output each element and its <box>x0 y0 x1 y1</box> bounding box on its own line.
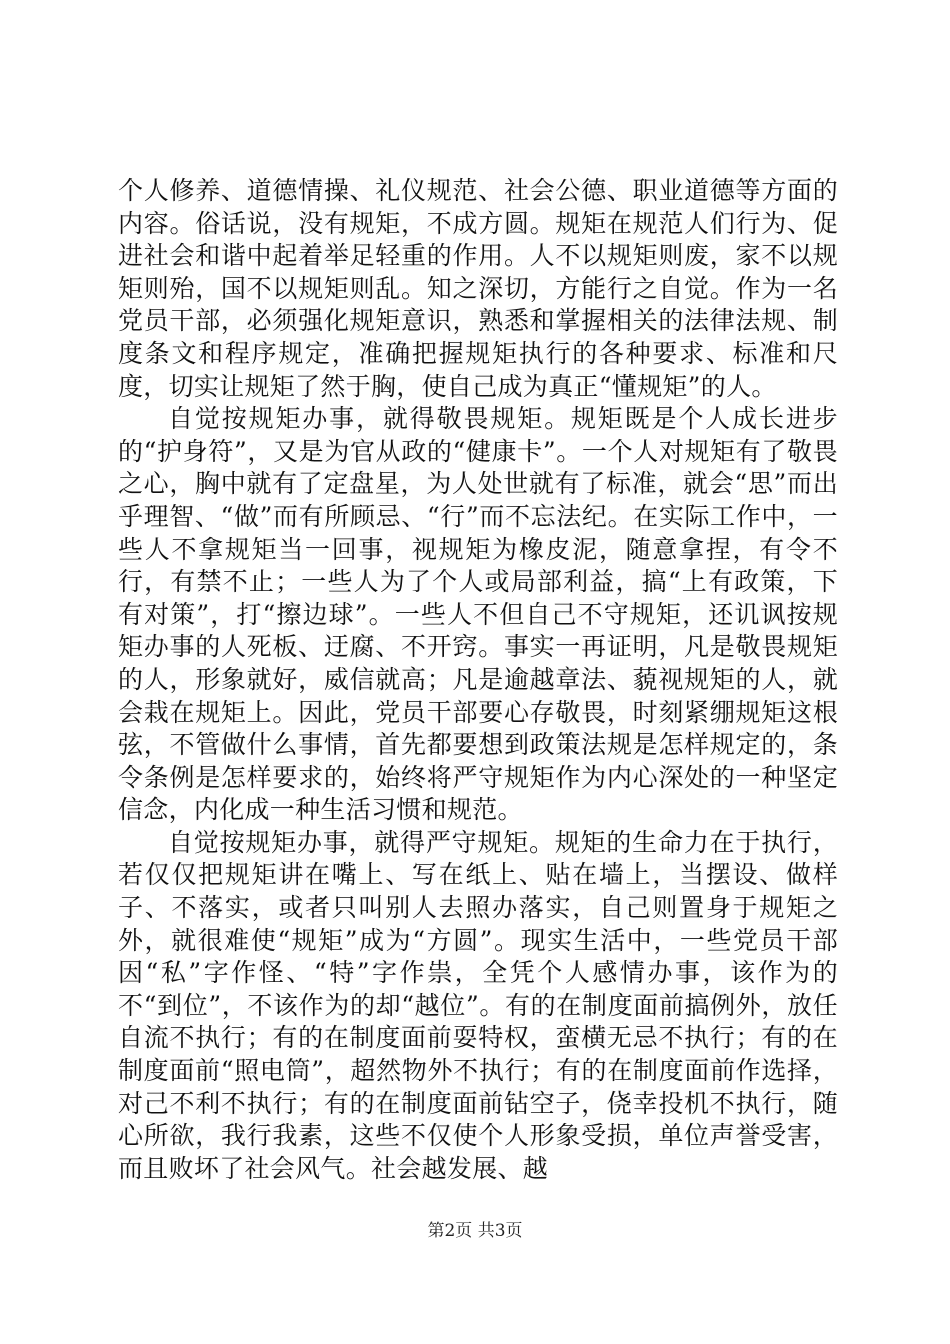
document-body <box>118 175 838 1185</box>
paragraph-revere-rules: 自觉按规矩办事，就得敬畏规矩。规矩既是个人成长进步的“护身符”，又是为官从政的“健康卡”。一个人对规矩有了敬畏之心，胸中就有了定盘星，为人处世就有了标准，就会“思”而出乎理智、“做”而有所顾忌、“行”而不忘法纪。在实际工作中，一些人不拿规矩当一回事，视规矩为橡皮泥，随意拿捏，有令不行，有禁不止；一些人为了个人或局部利益，搞“上有政策，下有对策”，打“擦边球”。一些人不但自己不守规矩，还讥讽按规矩办事的人死板、迂腐、不开窍。事实一再证明，凡是敬畏规矩的人，形象就好，威信就高；凡是逾越章法、藐视规矩的人，就会栽在规矩上。因此，党员干部要心存敬畏，时刻紧绷规矩这根弦，不管做什么事情，首先都要想到政策法规是怎样规定的，条令条例是怎样要求的，始终将严守规矩作为内心深处的一种坚定信念，内化成一种生活习惯和规范。 <box>118 404 838 825</box>
paragraph-continued: 个人修养、道德情操、礼仪规范、社会公德、职业道德等方面的内容。俗话说，没有规矩，不成方圆。规矩在规范人们行为、促进社会和谐中起着举足轻重的作用。人不以规矩则废，家不以规矩则殆，国不以规矩则乱。知之深切，方能行之自觉。作为一名党员干部，必须强化规矩意识，熟悉和掌握相关的法律法规、制度条文和程序规定，准确把握规矩执行的各种要求、标准和尺度，切实让规矩了然于胸，使自己成为真正“懂规矩”的人。 <box>118 176 838 401</box>
page-footer: 第2页 共3页 <box>427 1221 523 1241</box>
paragraph-observe-rules: 自觉按规矩办事，就得严守规矩。规矩的生命力在于执行，若仅仅把规矩讲在嘴上、写在纸上、贴在墙上，当摆设、做样子、不落实，或者只叫别人去照办落实，自己则置身于规矩之外，就很难使“规矩”成为“方圆”。现实生活中，一些党员干部因“私”字作怪、“特”字作祟，全凭个人感情办事，该作为的不“到位”，不该作为的却“越位”。有的在制度面前搞例外，放任自流不执行；有的在制度面前耍特权，蛮横无忌不执行；有的在制度面前“照电筒”，超然物外不执行；有的在制度面前作选择，对己不利不执行；有的在制度面前钻空子，侥幸投机不执行，随心所欲，我行我素，这些不仅使个人形象受损，单位声誉受害，而且败坏了社会风气。社会越发展、越 <box>118 827 838 1183</box>
